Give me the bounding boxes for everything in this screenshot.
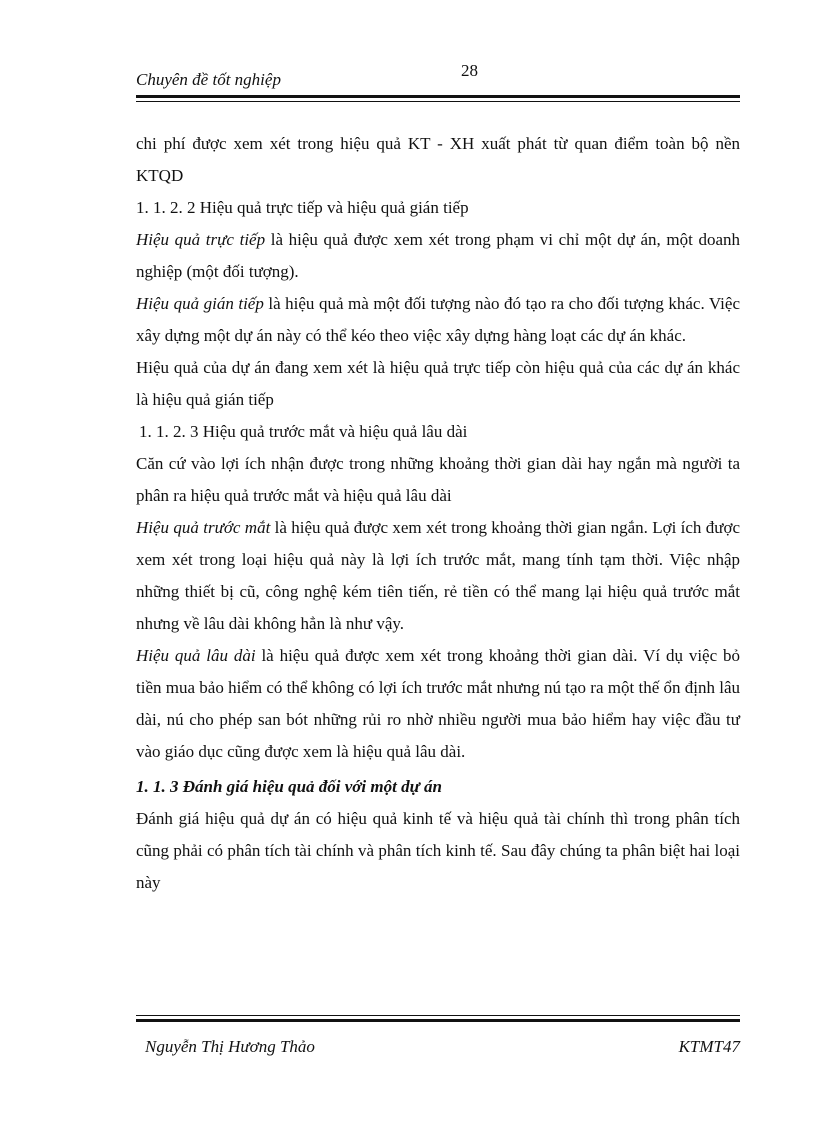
short-term-text: là hiệu quả được xem xét trong khoảng thời gian ngắn. Lợi ích được xem xét trong loại hiệu quả này là lợi ích trước mắt, mang tính tạm thời. Việc nhập những thiết bị cũ, công nghệ kém tiên tiến, rẻ tiền có thể mang lại hiệu quả trước mắt nhưng về lâu dài không hẳn là như vậy.	[136, 518, 740, 633]
paragraph-4: Hiệu quả của dự án đang xem xét là hiệu quả trực tiếp còn hiệu quả của các dự án khác là hiệu quả gián tiếp	[136, 358, 740, 409]
page-body	[136, 128, 740, 899]
paragraph-5: Căn cứ vào lợi ích nhận được trong những khoảng thời gian dài hay ngắn mà người ta phân ra hiệu quả trước mắt và hiệu quả lâu dài	[136, 454, 740, 505]
paragraph-direct-effect	[136, 224, 740, 288]
header-title: Chuyên đề tốt nghiệp	[136, 70, 281, 89]
term-indirect-effect: Hiệu quả gián tiếp	[136, 294, 264, 313]
subheading-1-1-2-3: 1. 1. 2. 3 Hiệu quả trước mắt và hiệu quả lâu dài	[139, 422, 468, 441]
footer-code: KTMT47	[678, 1037, 740, 1056]
section-heading-1-1-3: 1. 1. 3 Đánh giá hiệu quả đối với một dự án	[136, 777, 442, 796]
paragraph-indirect-effect	[136, 288, 740, 352]
footer-author: Nguyễn Thị Hương Thảo	[145, 1037, 315, 1056]
term-direct-effect: Hiệu quả trực tiếp	[136, 230, 266, 249]
paragraph-8: Đánh giá hiệu quả dự án có hiệu quả kinh tế và hiệu quả tài chính thì trong phân tích cũng phải có phân tích tài chính và phân tích kinh tế. Sau đây chúng ta phân biệt hai loại này	[136, 809, 740, 892]
footer-rule-thin	[136, 1015, 740, 1016]
footer-rule-thick	[136, 1019, 740, 1022]
page-number: 28	[461, 61, 478, 80]
indirect-effect-text: là hiệu quả mà một đối tượng nào đó tạo ra cho đối tượng khác. Việc xây dựng một dự án này có thể kéo theo việc xây dựng hàng loạt các dự án khác.	[136, 294, 740, 345]
header-rule-thick	[136, 95, 740, 98]
paragraph-1: chi phí được xem xét trong hiệu quả KT - XH xuất phát từ quan điểm toàn bộ nền KTQD	[136, 134, 740, 185]
term-long-term: Hiệu quả lâu dài	[136, 646, 256, 665]
long-term-text: là hiệu quả được xem xét trong khoảng thời gian dài. Ví dụ việc bỏ tiền mua bảo hiểm có thể không có lợi ích trước mắt nhưng nú tạo ra một thế ổn định lâu dài, nú cho phép san bót những rủi ro nhờ nhiều người mua bảo hiểm hay việc đầu tư vào giáo dục cũng được xem là hiệu quả lâu dài.	[136, 646, 740, 761]
paragraph-long-term	[136, 640, 740, 768]
header-rule-thin	[136, 101, 740, 102]
direct-effect-text: là hiệu quả được xem xét trong phạm vi chỉ một dự án, một doanh nghiệp (một đối tượng).	[136, 230, 740, 281]
term-short-term: Hiệu quả trước mắt	[136, 518, 271, 537]
subheading-1-1-2-2: 1. 1. 2. 2 Hiệu quả trực tiếp và hiệu quả gián tiếp	[136, 198, 469, 217]
paragraph-short-term	[136, 512, 740, 640]
